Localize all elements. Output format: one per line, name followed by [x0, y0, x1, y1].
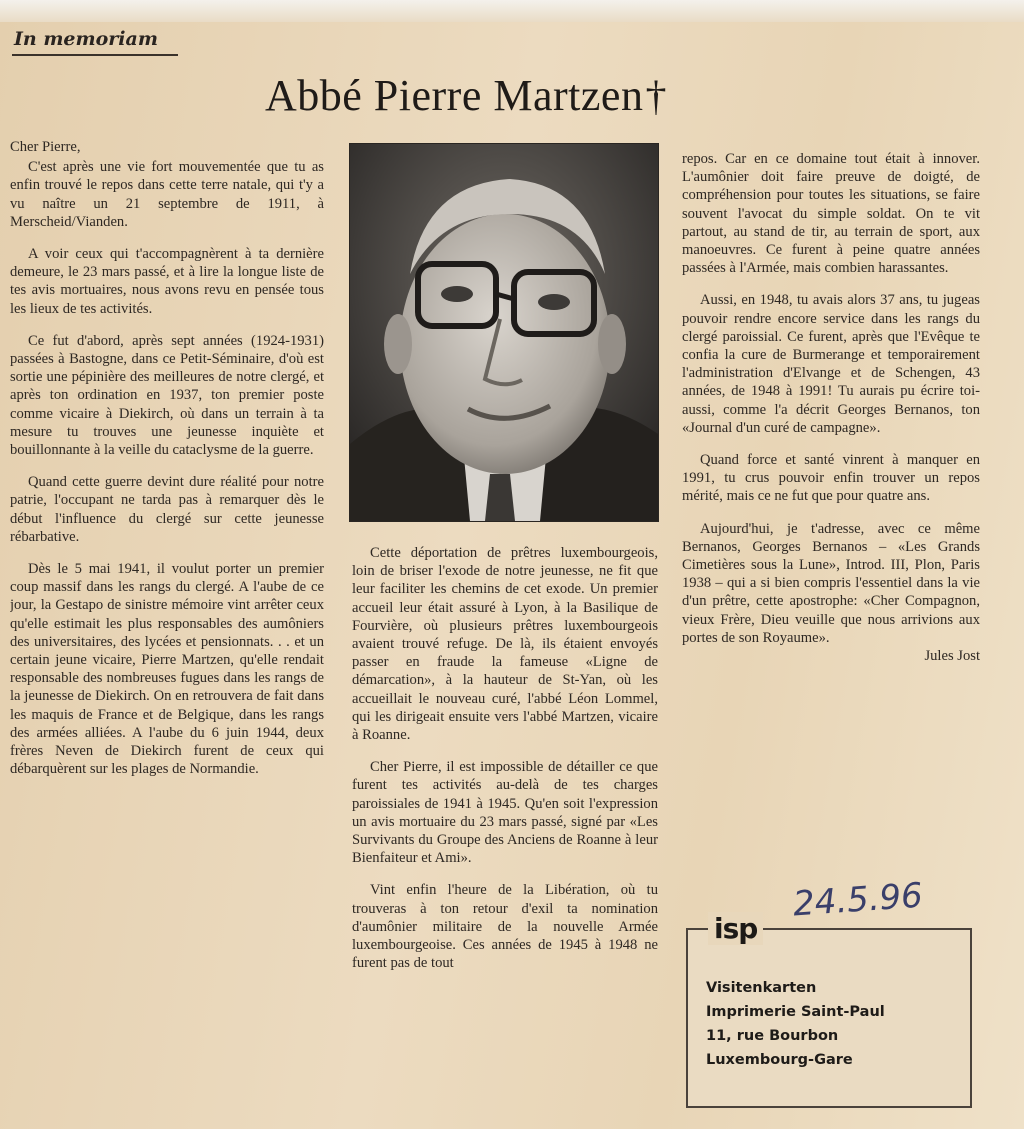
ad-line: Luxembourg-Gare	[706, 1052, 853, 1068]
ad-line: Imprimerie Saint-Paul	[706, 1004, 885, 1020]
rubric-underline	[12, 54, 178, 56]
author-signature: Jules Jost	[924, 648, 980, 665]
paragraph: Quand cette guerre devint dure réalité pour notre patrie, l'occupant ne tarda pas à remarquer dès le début l'influence du clergé sur cette jeunesse rébarbative.	[10, 474, 324, 545]
paragraph: Aussi, en 1948, tu avais alors 37 ans, tu jugeas pouvoir rendre encore service dans les rangs du clergé paroissial. Ce furent, après que l'Evêque te confia la cure de Burmerange et temporairement l'administration d'Elvange et de Schengen, 43 années, de 1948 à 1991! Tu aurais pu écrire toi-aussi, comme l'a décrit Georges Bernanos, ton «Journal d'un curé de campagne».	[682, 292, 980, 436]
ad-line: 11, rue Bourbon	[706, 1028, 839, 1044]
paragraph: Dès le 5 mai 1941, il voulut porter un premier coup massif dans les rangs du clergé. A l'aube de ce jour, la Gestapo de sinistre mémoire vint arrêter ceux qu'elle estimait les plus responsables des aumôniers des universitaires, des lycées et pensionnats. . . et un certain jeune vicaire, Pierre Martzen, qu'elle rendait responsable des nombreuses fugues dans les rangs de la jeunesse de Diekirch. On en retrouvera de fait dans les maquis de France et de Belgique, dans les rangs des armées alliées. A l'aube du 6 juin 1944, deux frères Neven de Diekirch furent de ceux qui débarquèrent sur les plages de Normandie.	[10, 561, 324, 778]
paragraph: Cher Pierre, il est impossible de détailler ce que furent tes activités au-delà de tes charges paroissiales de 1941 à 1945. Qu'en soit l'expression un avis mortuaire du 23 mars passé, signé par «Les Survivants du Groupe des Anciens de Roanne à leur Bienfaiteur et Ami».	[352, 759, 658, 867]
clipping-top-edge	[0, 0, 1024, 22]
article-column-2	[352, 544, 658, 1129]
paragraph: Vint enfin l'heure de la Libération, où tu trouveras à ton retour d'exil ta nomination d'aumônier militaire de la nouvelle Armée luxembourgeoise. Ces années de 1945 à 1948 ne furent pas de tout	[352, 882, 658, 972]
article-column-3	[682, 150, 980, 870]
portrait-photo	[349, 143, 659, 522]
headline-name: Abbé Pierre Martzen	[265, 71, 644, 120]
paragraph: Aujourd'hui, je t'adresse, avec ce même Bernanos, Georges Bernanos – «Les Grands Cimetières sous la Lune», Introd. III, Plon, Paris 1938 – qui a si bien compris l'essentiel dans la vie d'un prêtre, cette apostrophe: «Cher Compagnon, vieux Frère, Dieu veuille que nous arrivions aux portes de son Royaume».	[682, 520, 980, 646]
paragraph: Ce fut d'abord, après sept années (1924-1931) passées à Bastogne, dans ce Petit-Séminaire, d'où est sortie une pépinière des meilleures de notre clergé, et après ton ordination en 1937, ton premier poste comme vicaire à Diekirch, où dans un terrain à ta mesure tu trouves une jeunesse inquiète et bouillonnante à la veille du cataclysme de la guerre.	[10, 332, 324, 459]
paragraph: Cette déportation de prêtres luxembourgeois, loin de briser l'exode de notre jeunesse, ne fit que leur faciliter les chemins de cet exode. Un premier accueil leur était assuré à Lyon, à la Basilique de Fourvière, où plusieurs prêtres luxembourgeois avaient trouvé refuge. De là, ils étaient envoyés passer en fraude la fameuse «Ligne de démarcation», à la hauteur de St-Yan, où les accueillait le nouveau curé, l'abbé Léon Lommel, qui les dirigeait ensuite vers l'abbé Martzen, vicaire à Roanne.	[352, 545, 658, 744]
paragraph: Quand force et santé vinrent à manquer en 1991, tu crus pouvoir enfin trouver un repos mérité, mais ce ne fut que pour quatre ans.	[682, 452, 980, 505]
handwritten-date: 24.5.96	[791, 875, 925, 925]
paragraph: C'est après une vie fort mouvementée que tu as enfin trouvé le repos dans cette terre natale, qui t'y a vu naître un 21 septembre de 1911, à Merscheid/Vianden.	[10, 159, 324, 230]
ad-line: Visitenkarten	[706, 980, 817, 996]
article-column-1	[10, 138, 324, 1129]
dagger-mark: †	[645, 74, 667, 120]
isp-logo: isp	[708, 912, 763, 945]
paragraph: A voir ceux qui t'accompagnèrent à ta dernière demeure, le 23 mars passé, et à lire la longue liste de tes avis mortuaires, nous avons revu en pensée tous les lieux de tes activités.	[10, 246, 324, 317]
paragraph: repos. Car en ce domaine tout était à innover. L'aumônier doit faire preuve de doigté, de compréhension pour toutes les situations, se faire souvent l'avocat du simple soldat. On te vit partout, au stand de tir, au terrain de sport, aux manoeuvres. Ce furent à peine quatre années passées à l'Armée, mais combien harassantes.	[682, 151, 980, 277]
advertisement-text	[706, 976, 956, 1072]
salutation: Cher Pierre,	[10, 139, 81, 155]
article-headline	[265, 70, 667, 121]
section-rubric: In memoriam	[14, 28, 158, 50]
